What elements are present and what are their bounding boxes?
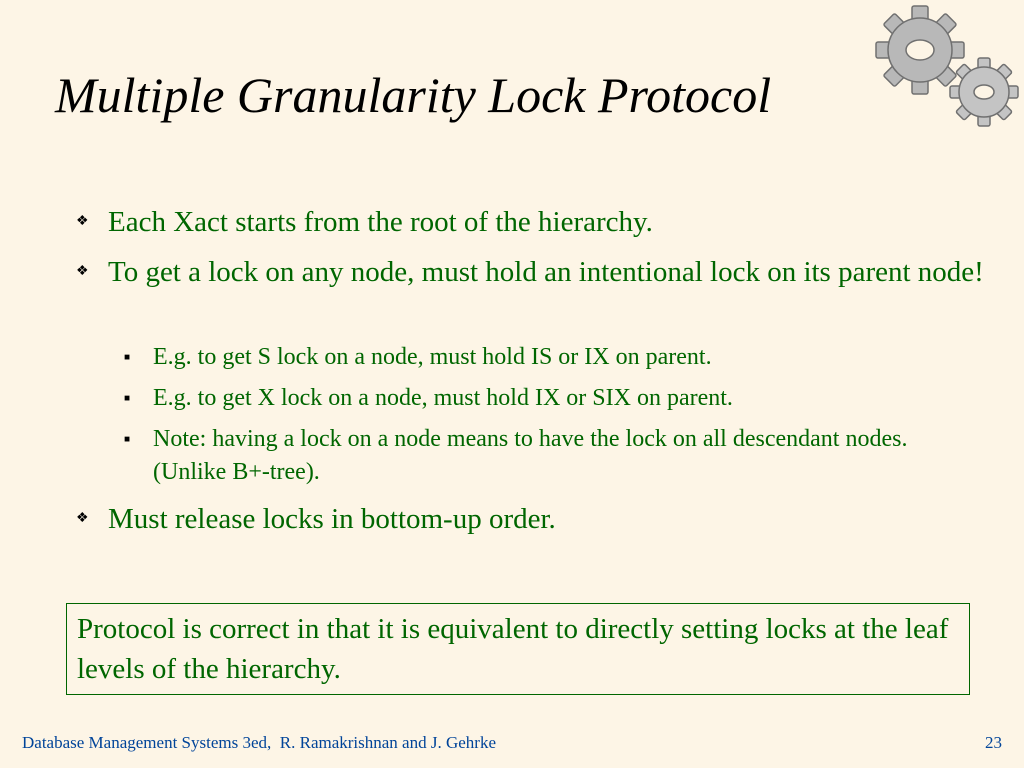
callout-text: Protocol is correct in that it is equivalent to directly setting locks at the leaf levels of the hierarchy. (77, 613, 949, 685)
bullet-text: To get a lock on any node, must hold an intentional lock on its parent node! (108, 256, 984, 288)
footer-citation: Database Management Systems 3ed, R. Ramakrishnan and J. Gehrke (22, 733, 496, 752)
slide-title: Multiple Granularity Lock Protocol (55, 67, 772, 123)
bullet-text: Must release locks in bottom-up order. (108, 503, 556, 535)
callout-box (66, 603, 970, 695)
square-bullet-icon: ■ (124, 352, 131, 363)
sub-bullet-item (124, 423, 913, 489)
bullet-text: Each Xact starts from the root of the hierarchy. (108, 206, 653, 238)
page-number: 23 (985, 733, 1002, 752)
sub-bullet-text: Note: having a lock on a node means to have the lock on all descendant nodes. (Unlike B+-tree). (153, 426, 908, 485)
sub-bullet-text: E.g. to get S lock on a node, must hold IS or IX on parent. (153, 344, 712, 370)
diamond-bullet-icon: ❖ (76, 264, 89, 279)
bullet-item (76, 201, 988, 243)
bullet-item (76, 498, 988, 540)
bullet-item (76, 251, 988, 293)
square-bullet-icon: ■ (124, 393, 131, 404)
sub-bullet-item (124, 341, 913, 374)
diamond-bullet-icon: ❖ (76, 214, 89, 229)
diamond-bullet-icon: ❖ (76, 511, 89, 526)
sub-bullet-item (124, 382, 913, 415)
square-bullet-icon: ■ (124, 434, 131, 445)
sub-bullet-text: E.g. to get X lock on a node, must hold IX or SIX on parent. (153, 385, 733, 411)
